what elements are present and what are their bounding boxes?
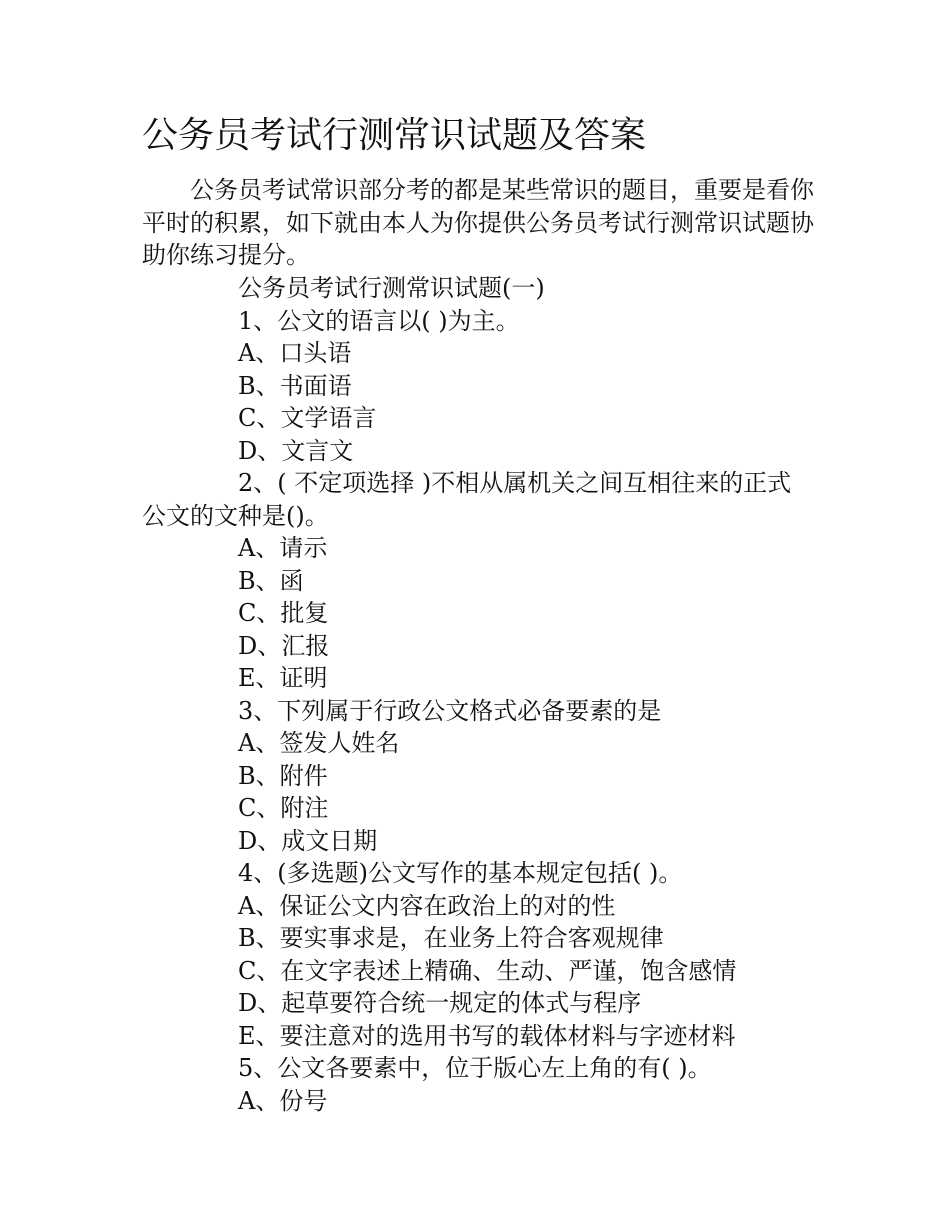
option-line: A、口头语 <box>238 339 352 367</box>
option-line: D、起草要符合统一规定的体式与程序 <box>238 989 642 1017</box>
question-4: 4、(多选题)公文写作的基本规定包括( )。 <box>238 859 683 887</box>
question-3: 3、下列属于行政公文格式必备要素的是 <box>238 696 662 725</box>
question-1: 1、公文的语言以( )为主。 <box>238 306 520 335</box>
option-line: D、成文日期 <box>238 826 378 855</box>
intro-paragraph: 公务员考试常识部分考的都是某些常识的题目，重要是看你平时的积累，如下就由本人为你提供公务员考试行测常识试题协助你练习提分。 <box>142 176 814 269</box>
question-5: 5、公文各要素中，位于版心左上角的有( )。 <box>238 1054 712 1082</box>
document-title: 公务员考试行测常识试题及答案 <box>142 115 647 156</box>
option-line: D、汇报 <box>238 631 330 660</box>
option-line: C、批复 <box>238 599 329 627</box>
option-line: B、书面语 <box>238 371 352 400</box>
option-line: E、要注意对的选用书写的载体材料与字迹材料 <box>238 1021 736 1050</box>
question-2: 2、( 不定项选择 )不相从属机关之间互相往来的正式公文的文种是()。 <box>142 469 792 530</box>
option-line: E、证明 <box>238 664 328 692</box>
option-line: A、签发人姓名 <box>238 729 400 757</box>
question-list <box>142 272 814 1117</box>
option-line: D、文言文 <box>238 436 354 465</box>
option-line: B、函 <box>238 566 304 595</box>
option-line: C、文学语言 <box>238 404 377 432</box>
section-heading: 公务员考试行测常识试题(一) <box>238 274 545 302</box>
option-line: C、附注 <box>238 794 329 822</box>
option-line: C、在文字表述上精确、生动、严谨，饱含感情 <box>238 956 737 985</box>
option-line: B、要实事求是，在业务上符合客观规律 <box>238 924 664 952</box>
option-line: B、附件 <box>238 761 328 790</box>
option-line: A、保证公文内容在政治上的对的性 <box>238 891 616 920</box>
option-line: A、份号 <box>238 1086 328 1115</box>
option-line: A、请示 <box>238 534 328 562</box>
